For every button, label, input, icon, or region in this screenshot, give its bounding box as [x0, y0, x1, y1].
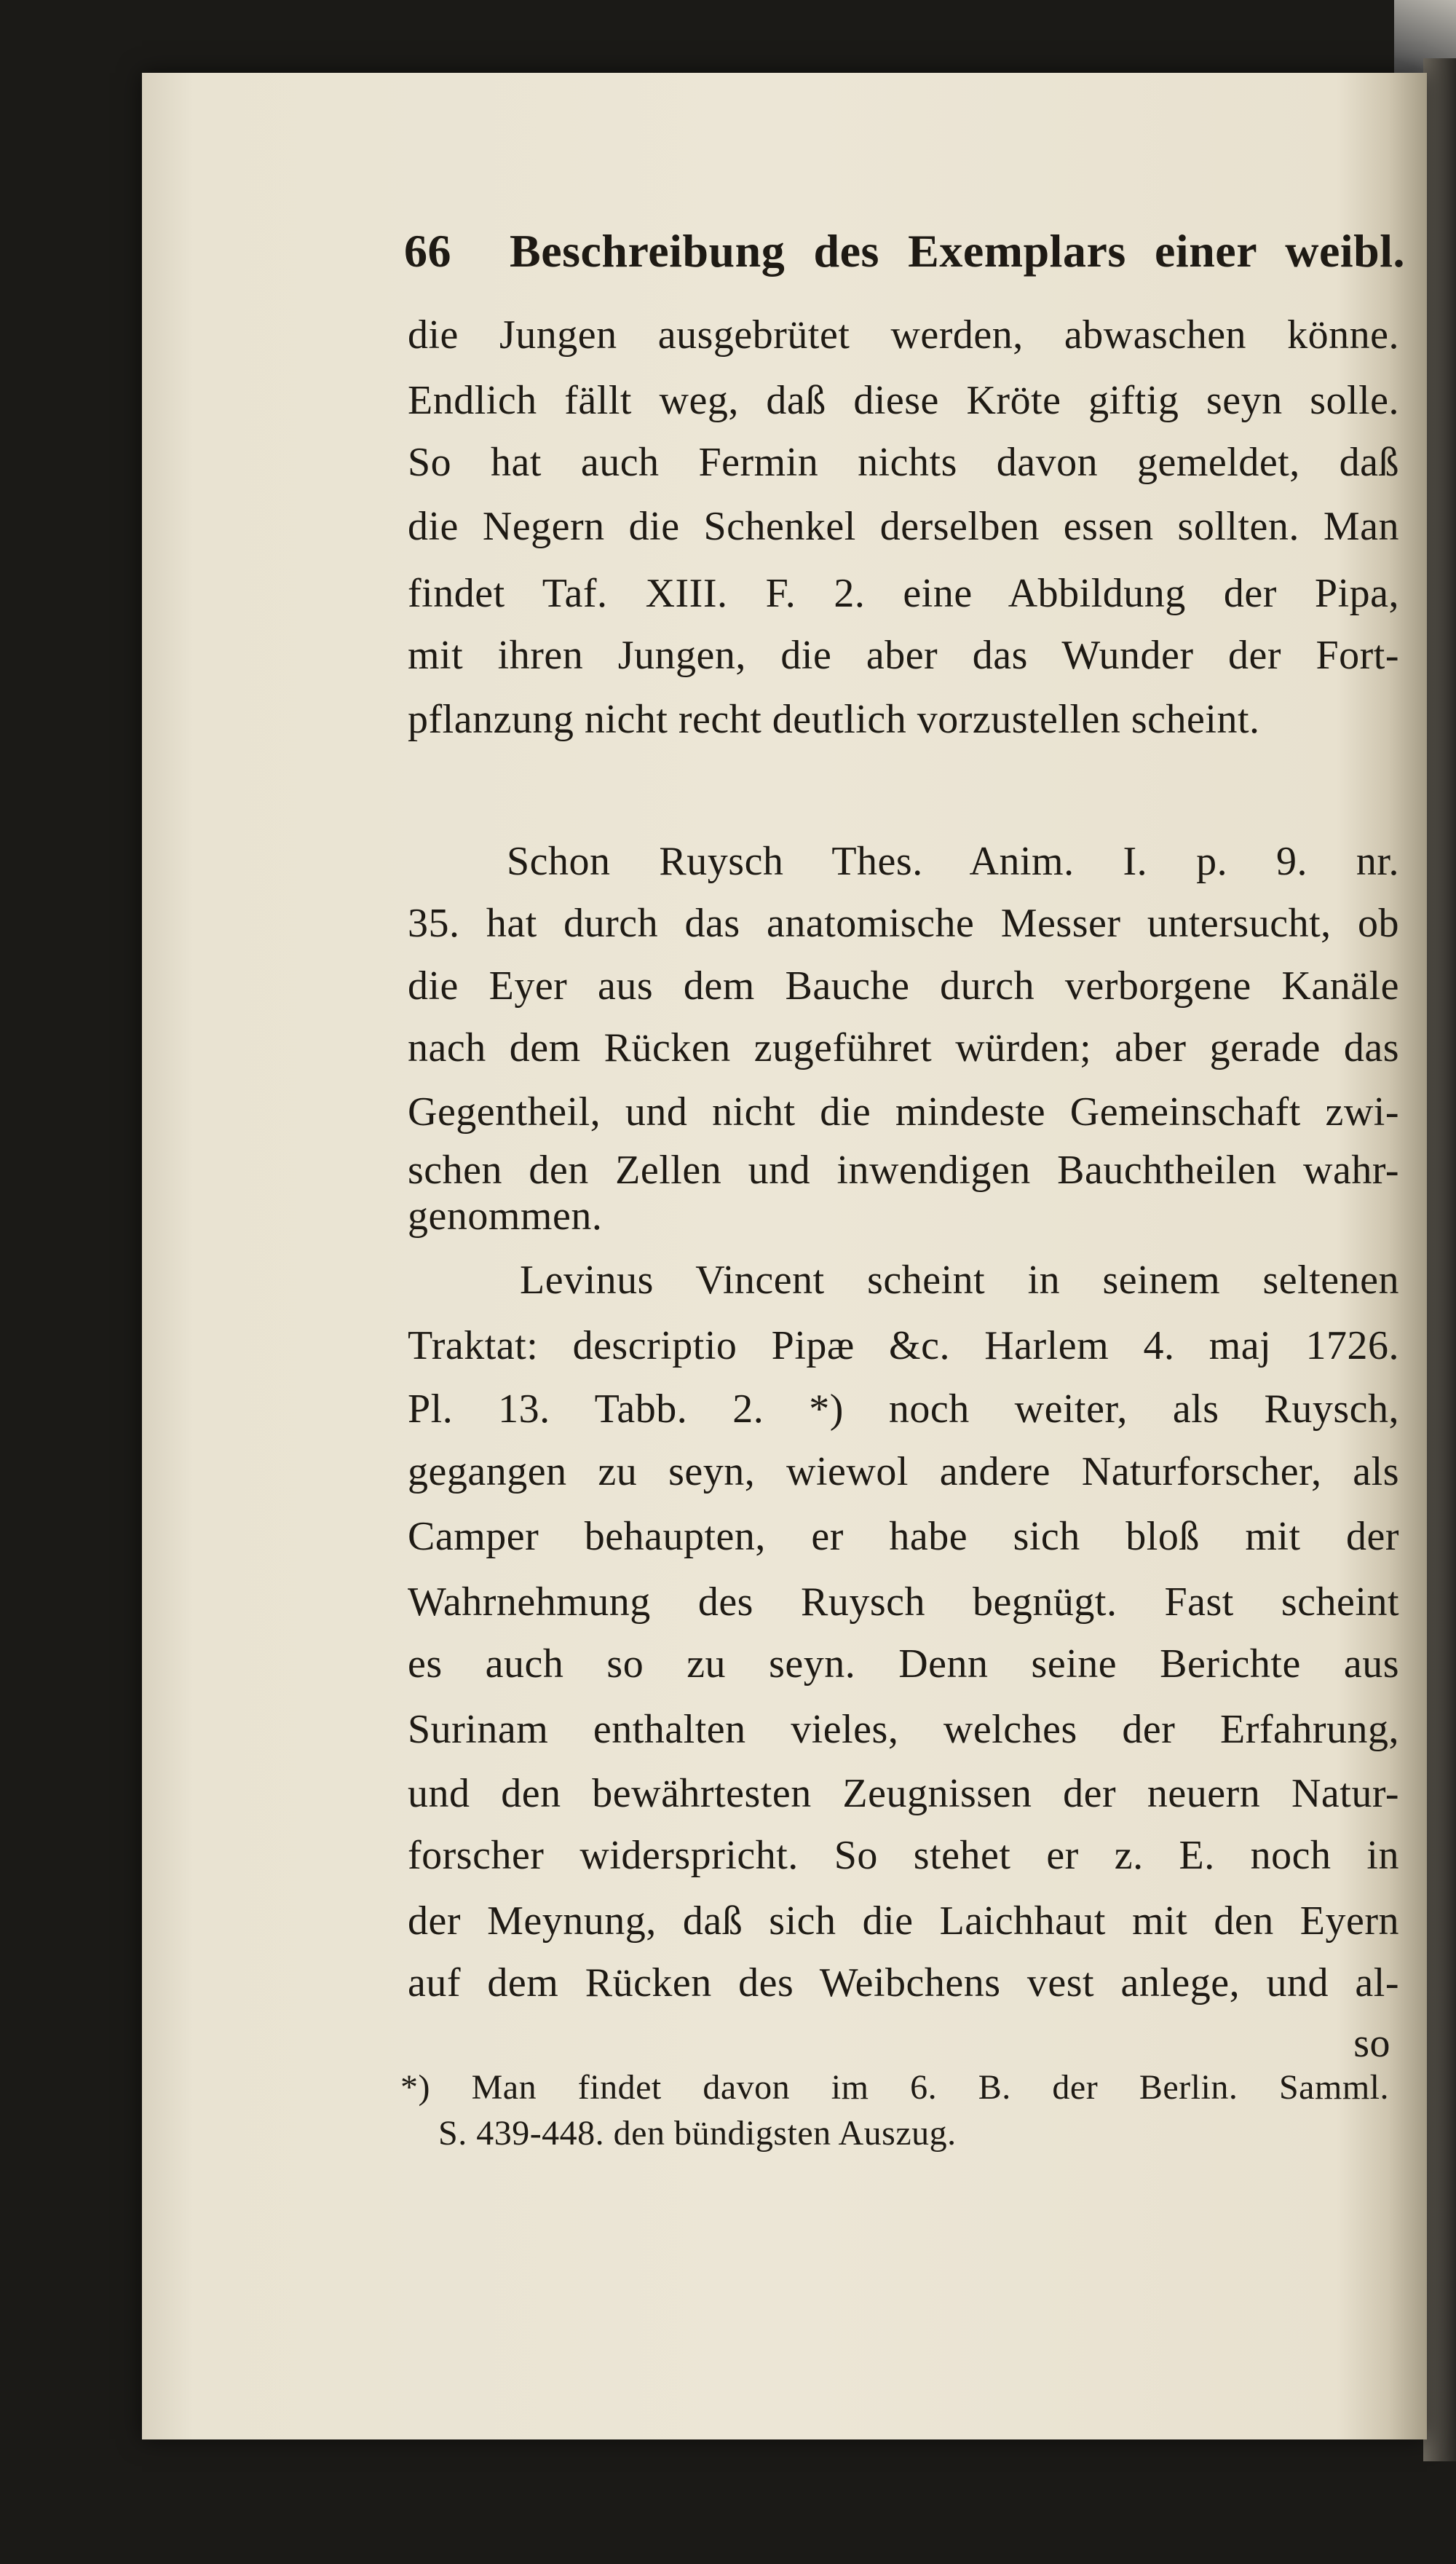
- text-line: Traktat: descriptio Pipæ &c. Harlem 4. maj 1726.: [408, 1323, 1399, 1368]
- text-line: Levinus Vincent scheint in seinem seltenen: [520, 1258, 1399, 1303]
- text-line: Pl. 13. Tabb. 2. *) noch weiter, als Ruysch,: [408, 1386, 1399, 1432]
- text-line: Camper behaupten, er habe sich bloß mit der: [408, 1514, 1399, 1559]
- text-line: findet Taf. XIII. F. 2. eine Abbildung der Pipa,: [408, 571, 1399, 616]
- text-line: forscher widerspricht. So stehet er z. E. noch in: [408, 1833, 1399, 1878]
- text-line: Wahrnehmung des Ruysch begnügt. Fast scheint: [408, 1579, 1399, 1625]
- text-line: die Jungen ausgebrütet werden, abwaschen könne.: [408, 312, 1399, 358]
- text-line: die Eyer aus dem Bauche durch verborgene Kanäle: [408, 963, 1399, 1009]
- footnote-line: *) Man findet davon im 6. B. der Berlin. Samml.: [400, 2068, 1389, 2107]
- text-line: und den bewährtesten Zeugnissen der neuern Natur-: [408, 1771, 1399, 1816]
- text-line: Endlich fällt weg, daß diese Kröte giftig seyn solle.: [408, 378, 1399, 423]
- text-line: auf dem Rücken des Weibchens vest anlege, und al-: [408, 1960, 1399, 2005]
- text-line: gegangen zu seyn, wiewol andere Naturforscher, als: [408, 1449, 1399, 1494]
- text-line: Surinam enthalten vieles, welches der Erfahrung,: [408, 1707, 1399, 1752]
- text-line: schen den Zellen und inwendigen Bauchtheilen wahr-: [408, 1148, 1399, 1193]
- text-line: es auch so zu seyn. Denn seine Berichte aus: [408, 1641, 1399, 1687]
- text-line: mit ihren Jungen, die aber das Wunder der Fort-: [408, 633, 1399, 678]
- text-line: 35. hat durch das anatomische Messer untersucht, ob: [408, 901, 1399, 946]
- text-line: pflanzung nicht recht deutlich vorzustellen scheint.: [408, 697, 1260, 742]
- catchword: so: [1353, 2021, 1390, 2066]
- text-line: die Negern die Schenkel derselben essen sollten. Man: [408, 504, 1399, 549]
- footnote-line: S. 439-448. den bündigsten Auszug.: [438, 2114, 957, 2153]
- text-line: der Meynung, daß sich die Laichhaut mit den Eyern: [408, 1898, 1399, 1944]
- text-line: Gegentheil, und nicht die mindeste Gemeinschaft zwi-: [408, 1089, 1399, 1135]
- text-line: genommen.: [408, 1194, 603, 1239]
- page-number: 66: [404, 225, 451, 277]
- text-line: nach dem Rücken zugeführet würden; aber gerade das: [408, 1025, 1399, 1070]
- page-edge: [1423, 58, 1456, 2461]
- text-line: Schon Ruysch Thes. Anim. I. p. 9. nr.: [507, 839, 1399, 884]
- running-title: Beschreibung des Exemplars einer weibl.: [510, 225, 1405, 277]
- text-line: So hat auch Fermin nichts davon gemeldet, daß: [408, 440, 1399, 485]
